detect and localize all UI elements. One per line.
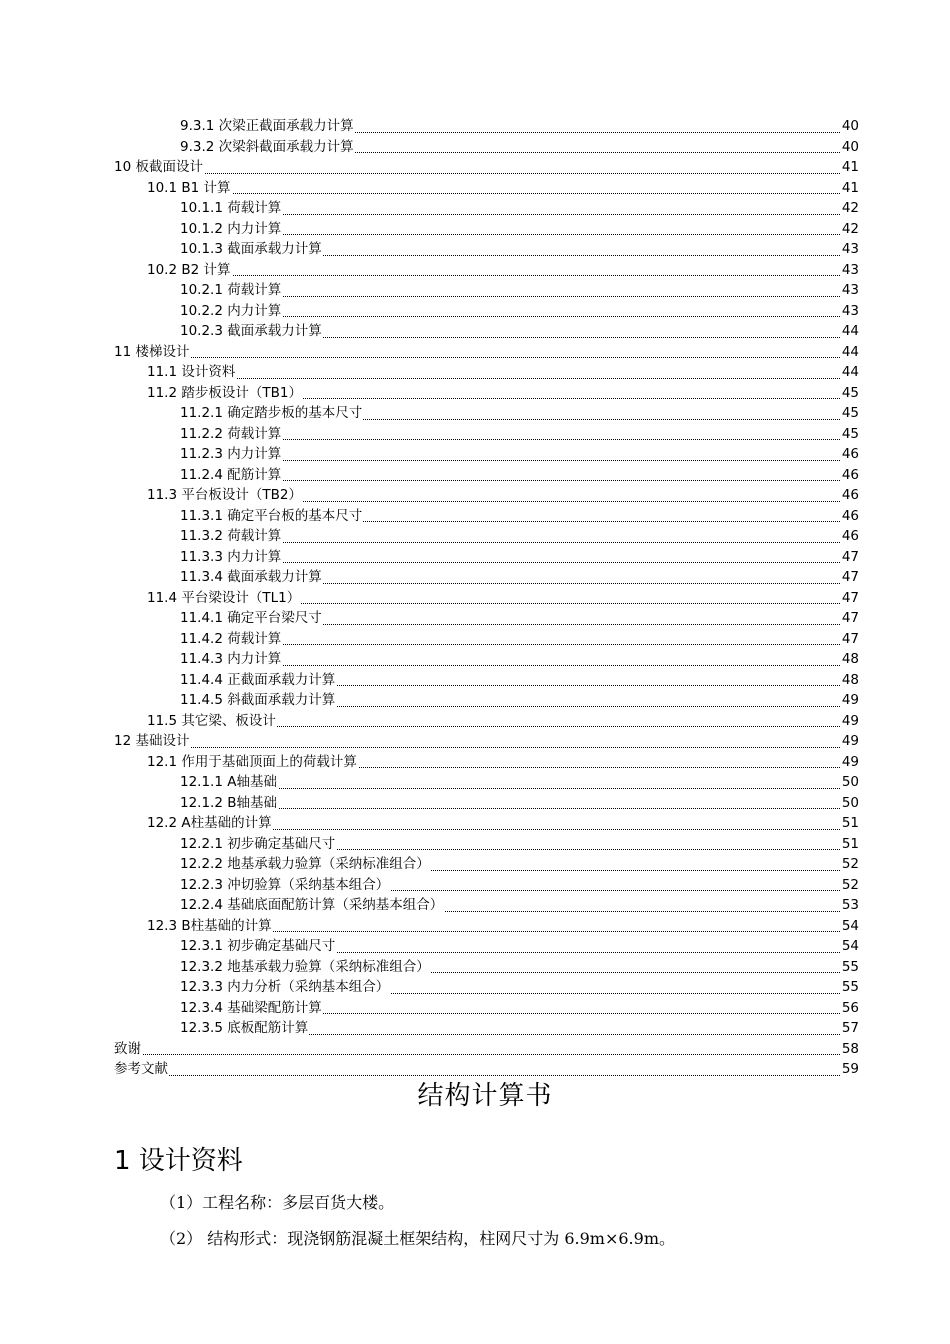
document-title: 结构计算书 (417, 1081, 553, 1111)
toc-page-number: 46 (841, 526, 859, 547)
toc-page-number: 41 (841, 178, 859, 199)
toc-page-number: 40 (841, 137, 859, 158)
toc-entry-title: 11.3.2 荷载计算 (180, 526, 282, 547)
toc-page-number: 42 (841, 219, 859, 240)
toc-page-number: 49 (841, 752, 859, 773)
toc-page-number: 48 (841, 649, 859, 670)
toc-page-number: 46 (841, 444, 859, 465)
toc-page-number: 47 (841, 629, 859, 650)
toc-page-number: 52 (841, 854, 859, 875)
toc-page-number: 58 (841, 1039, 859, 1060)
toc-page-number: 47 (841, 608, 859, 629)
toc-page-number: 52 (841, 875, 859, 896)
toc-entry-title: 10.1.2 内力计算 (180, 219, 282, 240)
toc-page-number: 51 (841, 834, 859, 855)
table-of-contents (0, 116, 950, 1080)
toc-entry-title: 12.2 A柱基础的计算 (147, 813, 273, 834)
toc-entry-title: 11.2.4 配筋计算 (180, 465, 282, 486)
toc-page-number: 45 (841, 383, 859, 404)
toc-entry-title: 11.3.1 确定平台板的基本尺寸 (180, 506, 363, 527)
toc-entry-title: 12.3.2 地基承载力验算（采纳标准组合） (180, 957, 431, 978)
toc-page-number: 51 (841, 813, 859, 834)
toc-entry-title: 12.3.1 初步确定基础尺寸 (180, 936, 336, 957)
toc-page-number: 54 (841, 916, 859, 937)
toc-entry-title: 12.2.3 冲切验算（采纳基本组合） (180, 875, 390, 896)
toc-entry-title: 11.4.4 正截面承载力计算 (180, 670, 336, 691)
toc-page-number: 50 (841, 772, 859, 793)
paragraph: （1）工程名称：多层百货大楼。 (160, 1193, 395, 1212)
toc-entry-title: 11 楼梯设计 (114, 342, 190, 363)
toc-page-number: 44 (841, 342, 859, 363)
toc-entry-title: 12.2.2 地基承载力验算（采纳标准组合） (180, 854, 431, 875)
toc-page-number: 45 (841, 424, 859, 445)
toc-entry-title: 11.3.3 内力计算 (180, 547, 282, 568)
toc-page-number: 43 (841, 301, 859, 322)
toc-page-number: 40 (841, 116, 859, 137)
toc-entry-title: 11.2 踏步板设计（TB1） (147, 383, 303, 404)
toc-page-number: 46 (841, 485, 859, 506)
toc-entry-title: 12.2.4 基础底面配筋计算（采纳基本组合） (180, 895, 444, 916)
toc-entry-title: 11.3 平台板设计（TB2） (147, 485, 303, 506)
toc-entry-title: 致谢 (114, 1039, 142, 1060)
dot-leader (147, 174, 842, 195)
toc-page-number: 55 (841, 957, 859, 978)
toc-entry-title: 12.2.1 初步确定基础尺寸 (180, 834, 336, 855)
toc-entry-title: 10.2 B2 计算 (147, 260, 232, 281)
toc-entry-title: 12 基础设计 (114, 731, 190, 752)
dot-leader (114, 1055, 842, 1076)
toc-entry-title: 11.2.3 内力计算 (180, 444, 282, 465)
toc-page-number: 59 (841, 1059, 859, 1080)
toc-page-number: 46 (841, 506, 859, 527)
dot-leader (147, 358, 842, 379)
toc-entry-title: 9.3.2 次梁斜截面承载力计算 (180, 137, 355, 158)
toc-page-number: 45 (841, 403, 859, 424)
toc-entry-title: 12.3.3 内力分析（采纳基本组合） (180, 977, 390, 998)
toc-page-number: 41 (841, 157, 859, 178)
toc-page-number: 48 (841, 670, 859, 691)
toc-entry-title: 12.1 作用于基础顶面上的荷载计算 (147, 752, 358, 773)
toc-entry-title: 11.4.2 荷载计算 (180, 629, 282, 650)
toc-entry-title: 参考文献 (114, 1059, 169, 1080)
toc-entry-title: 11.4 平台梁设计（TL1） (147, 588, 301, 609)
toc-entry-title: 11.4.1 确定平台梁尺寸 (180, 608, 323, 629)
dot-leader (180, 789, 842, 810)
toc-page-number: 42 (841, 198, 859, 219)
toc-page-number: 44 (841, 321, 859, 342)
toc-entry-title: 12.3.5 底板配筋计算 (180, 1018, 309, 1039)
toc-page-number: 49 (841, 690, 859, 711)
toc-entry-title: 11.2.1 确定踏步板的基本尺寸 (180, 403, 363, 424)
toc-entry-title: 12.3 B柱基础的计算 (147, 916, 273, 937)
toc-entry-title: 10.1.3 截面承载力计算 (180, 239, 323, 260)
toc-entry-title: 11.2.2 荷载计算 (180, 424, 282, 445)
toc-entry-title: 11.1 设计资料 (147, 362, 236, 383)
toc-entry-title: 11.4.3 内力计算 (180, 649, 282, 670)
section-heading: 1 设计资料 (114, 1146, 243, 1176)
toc-page-number: 46 (841, 465, 859, 486)
toc-entry-title: 12.1.2 B轴基础 (180, 793, 278, 814)
toc-entry-title: 12.1.1 A轴基础 (180, 772, 278, 793)
toc-page-number: 54 (841, 936, 859, 957)
toc-entry-title: 10.2.1 荷载计算 (180, 280, 282, 301)
toc-entry-title: 10.2.3 截面承载力计算 (180, 321, 323, 342)
toc-entry-title: 11.3.4 截面承载力计算 (180, 567, 323, 588)
toc-entry-title: 10 板截面设计 (114, 157, 204, 178)
toc-page-number: 56 (841, 998, 859, 1019)
toc-page-number: 47 (841, 588, 859, 609)
toc-page-number: 49 (841, 711, 859, 732)
toc-page-number: 44 (841, 362, 859, 383)
toc-page-number: 57 (841, 1018, 859, 1039)
paragraph: （2） 结构形式：现浇钢筋混凝土框架结构，柱网尺寸为 6.9m×6.9m。 (160, 1229, 675, 1248)
toc-page-number: 43 (841, 239, 859, 260)
toc-entry-title: 12.3.4 基础梁配筋计算 (180, 998, 323, 1019)
toc-page-number: 50 (841, 793, 859, 814)
toc-page-number: 47 (841, 567, 859, 588)
toc-entry-title: 11.4.5 斜截面承载力计算 (180, 690, 336, 711)
toc-entry-title: 10.1 B1 计算 (147, 178, 232, 199)
toc-entry[interactable] (0, 1059, 950, 1080)
toc-entry-title: 9.3.1 次梁正截面承载力计算 (180, 116, 355, 137)
toc-page-number: 53 (841, 895, 859, 916)
toc-page-number: 43 (841, 280, 859, 301)
toc-page-number: 47 (841, 547, 859, 568)
toc-page-number: 49 (841, 731, 859, 752)
toc-entry-title: 10.1.1 荷载计算 (180, 198, 282, 219)
toc-page-number: 43 (841, 260, 859, 281)
toc-page-number: 55 (841, 977, 859, 998)
toc-entry-title: 10.2.2 内力计算 (180, 301, 282, 322)
toc-entry-title: 11.5 其它梁、板设计 (147, 711, 277, 732)
